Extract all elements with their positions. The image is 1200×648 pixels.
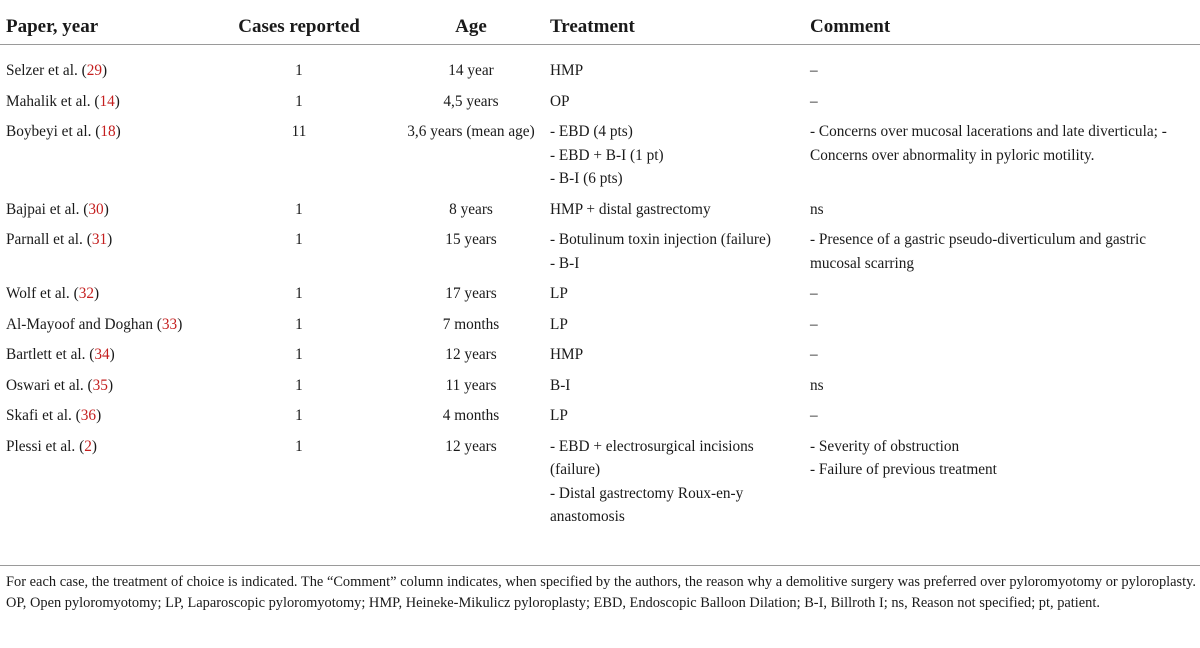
author-text: Parnall et al. ( [6, 231, 92, 248]
header-row [0, 0, 1200, 45]
comment-line: – [810, 407, 818, 424]
cell-paper [0, 339, 200, 370]
reference-close: ) [114, 92, 120, 110]
cell-paper [0, 278, 200, 309]
cell-paper [0, 86, 200, 117]
treatment-line: - Distal gastrectomy Roux-en-y anastomosis [550, 484, 744, 525]
cell-paper [0, 309, 200, 340]
cell-comment [804, 431, 1200, 535]
comment-line: ns [810, 376, 824, 394]
cell-cases: 1 [295, 315, 303, 333]
comment-line: ns [810, 200, 824, 218]
cell-comment [804, 194, 1200, 225]
cell-age: 7 months [442, 315, 500, 333]
comment-line: - Presence of a gastric pseudo-diverticulum and gastric mucosal scarring [810, 231, 1146, 272]
author-text: Boybeyi et al. ( [6, 123, 101, 140]
author-text: Selzer et al. ( [6, 62, 87, 79]
table-row [0, 86, 1200, 117]
cell-cases: 11 [291, 123, 307, 140]
cell-treatment [544, 339, 804, 370]
comment-line: – [810, 92, 818, 110]
table-row [0, 116, 1200, 194]
author-text: Skafi et al. ( [6, 407, 81, 424]
comment-line: – [810, 346, 818, 363]
cell-comment [804, 45, 1200, 86]
cell-age: 4 months [442, 407, 500, 424]
comment-line: - Failure of previous treatment [810, 461, 997, 478]
author-text: Mahalik et al. ( [6, 92, 100, 110]
author-text: Plessi et al. ( [6, 437, 85, 455]
cell-cases: 1 [295, 285, 303, 302]
header-treatment: Treatment [550, 16, 635, 37]
cell-treatment [544, 431, 804, 535]
treatment-line: - B-I (6 pts) [550, 170, 623, 187]
reference-link[interactable]: 31 [91, 231, 108, 248]
author-text: Al-Mayoof and Doghan ( [6, 315, 162, 333]
reference-close: ) [102, 62, 108, 79]
reference-close: ) [107, 231, 113, 248]
treatment-line: - EBD (4 pts) [550, 123, 633, 140]
comment-line: - Severity of obstruction [810, 437, 960, 455]
header-comment: Comment [810, 16, 891, 37]
table-row [0, 224, 1200, 278]
cell-comment [804, 309, 1200, 340]
treatment-line: LP [550, 315, 568, 333]
cell-treatment [544, 278, 804, 309]
reference-close: ) [115, 123, 121, 140]
author-text: Oswari et al. ( [6, 376, 93, 394]
cell-treatment [544, 86, 804, 117]
header-age: Age [455, 16, 487, 37]
cell-cases: 1 [295, 437, 303, 455]
reference-link[interactable]: 29 [86, 62, 102, 79]
cell-age: 8 years [449, 200, 493, 218]
cell-paper [0, 116, 200, 194]
cell-paper [0, 431, 200, 535]
cell-cases: 1 [295, 407, 303, 424]
cell-treatment [544, 194, 804, 225]
reference-close: ) [177, 315, 183, 333]
cell-comment [804, 400, 1200, 431]
cell-comment [804, 116, 1200, 194]
treatment-line: HMP [550, 62, 584, 79]
cell-age: 14 year [448, 62, 494, 79]
cell-age: 4,5 years [443, 92, 499, 110]
table-row [0, 431, 1200, 535]
cell-treatment [544, 116, 804, 194]
treatment-line: - EBD + electrosurgical incisions (failure) [550, 437, 754, 478]
cell-cases: 1 [295, 376, 303, 394]
cell-age: 15 years [445, 231, 497, 248]
cell-comment [804, 339, 1200, 370]
reference-close: ) [93, 285, 100, 302]
cell-cases: 1 [295, 92, 303, 110]
cell-age: 12 years [445, 346, 497, 363]
cell-cases: 1 [295, 346, 303, 363]
treatment-line: HMP + distal gastrectomy [550, 200, 711, 218]
treatment-line: OP [550, 92, 570, 110]
table-row [0, 400, 1200, 431]
cell-age: 17 years [445, 285, 497, 302]
cell-age: 12 years [445, 437, 497, 455]
comment-line: – [810, 285, 818, 302]
cell-cases: 1 [295, 200, 303, 218]
cell-cases: 1 [295, 62, 303, 79]
cell-treatment [544, 45, 804, 86]
header-paper: Paper, year [6, 16, 99, 37]
cell-cases: 1 [295, 231, 303, 248]
reference-close: ) [91, 437, 97, 455]
header-cases: Cases reported [238, 16, 360, 37]
treatment-line: - Botulinum toxin injection (failure) [550, 231, 771, 248]
cell-paper [0, 224, 200, 278]
treatment-line: - EBD + B-I (1 pt) [550, 146, 664, 164]
author-text: Bajpai et al. ( [6, 200, 89, 218]
cell-paper [0, 45, 200, 86]
cell-treatment [544, 400, 804, 431]
reference-link[interactable]: 34 [94, 346, 110, 363]
comment-line: – [810, 62, 818, 79]
reference-close: ) [109, 346, 115, 363]
treatment-line: - B-I [550, 254, 580, 272]
reference-link[interactable]: 18 [100, 123, 116, 140]
reference-link[interactable]: 30 [88, 200, 104, 218]
cell-age: 3,6 years (mean age) [407, 123, 535, 140]
cell-treatment [544, 309, 804, 340]
cell-age: 11 years [445, 376, 497, 394]
reference-close: ) [103, 200, 109, 218]
reference-link[interactable]: 35 [92, 376, 108, 394]
table-body [0, 45, 1200, 535]
treatment-line: LP [550, 285, 568, 302]
table-row [0, 339, 1200, 370]
table-row [0, 370, 1200, 401]
reference-link[interactable]: 36 [80, 407, 97, 424]
reference-link[interactable]: 14 [99, 92, 115, 110]
reference-link[interactable]: 32 [78, 285, 94, 302]
cell-comment [804, 278, 1200, 309]
cell-treatment [544, 224, 804, 278]
treatment-line: B-I [550, 376, 571, 394]
reference-close: ) [96, 407, 102, 424]
cell-comment [804, 224, 1200, 278]
table-row [0, 45, 1200, 86]
cell-paper [0, 370, 200, 401]
cell-paper [0, 194, 200, 225]
table-row [0, 194, 1200, 225]
cell-treatment [544, 370, 804, 401]
comment-line: - Concerns over mucosal lacerations and late diverticula; - Concerns over abnormality in pyloric motility. [810, 123, 1167, 164]
footer-divider [0, 565, 1200, 566]
author-text: Wolf et al. ( [6, 285, 79, 302]
cell-comment [804, 86, 1200, 117]
table-footnote: For each case, the treatment of choice is indicated. The “Comment” column indicates, when specified by the authors, the reason why a demolitive surgery was preferred over pyloromyotomy or pyloroplasty. OP, Open pyloromyotomy; LP, Laparoscopic pyloromyotomy; HMP, Heineke-Mikulicz pyloroplasty; EBD, Endoscopic Balloon Dilation; B-I, Billroth I; ns, Reason not specified; pt, patient. [6, 574, 1196, 611]
cell-paper [0, 400, 200, 431]
reference-close: ) [107, 376, 114, 394]
treatment-line: HMP [550, 346, 584, 363]
table-row [0, 278, 1200, 309]
reference-link[interactable]: 2 [84, 437, 92, 455]
reference-link[interactable]: 33 [161, 315, 178, 333]
comment-line: – [810, 315, 818, 333]
table-row [0, 309, 1200, 340]
author-text: Bartlett et al. ( [6, 346, 95, 363]
cell-comment [804, 370, 1200, 401]
treatment-line: LP [550, 407, 568, 424]
